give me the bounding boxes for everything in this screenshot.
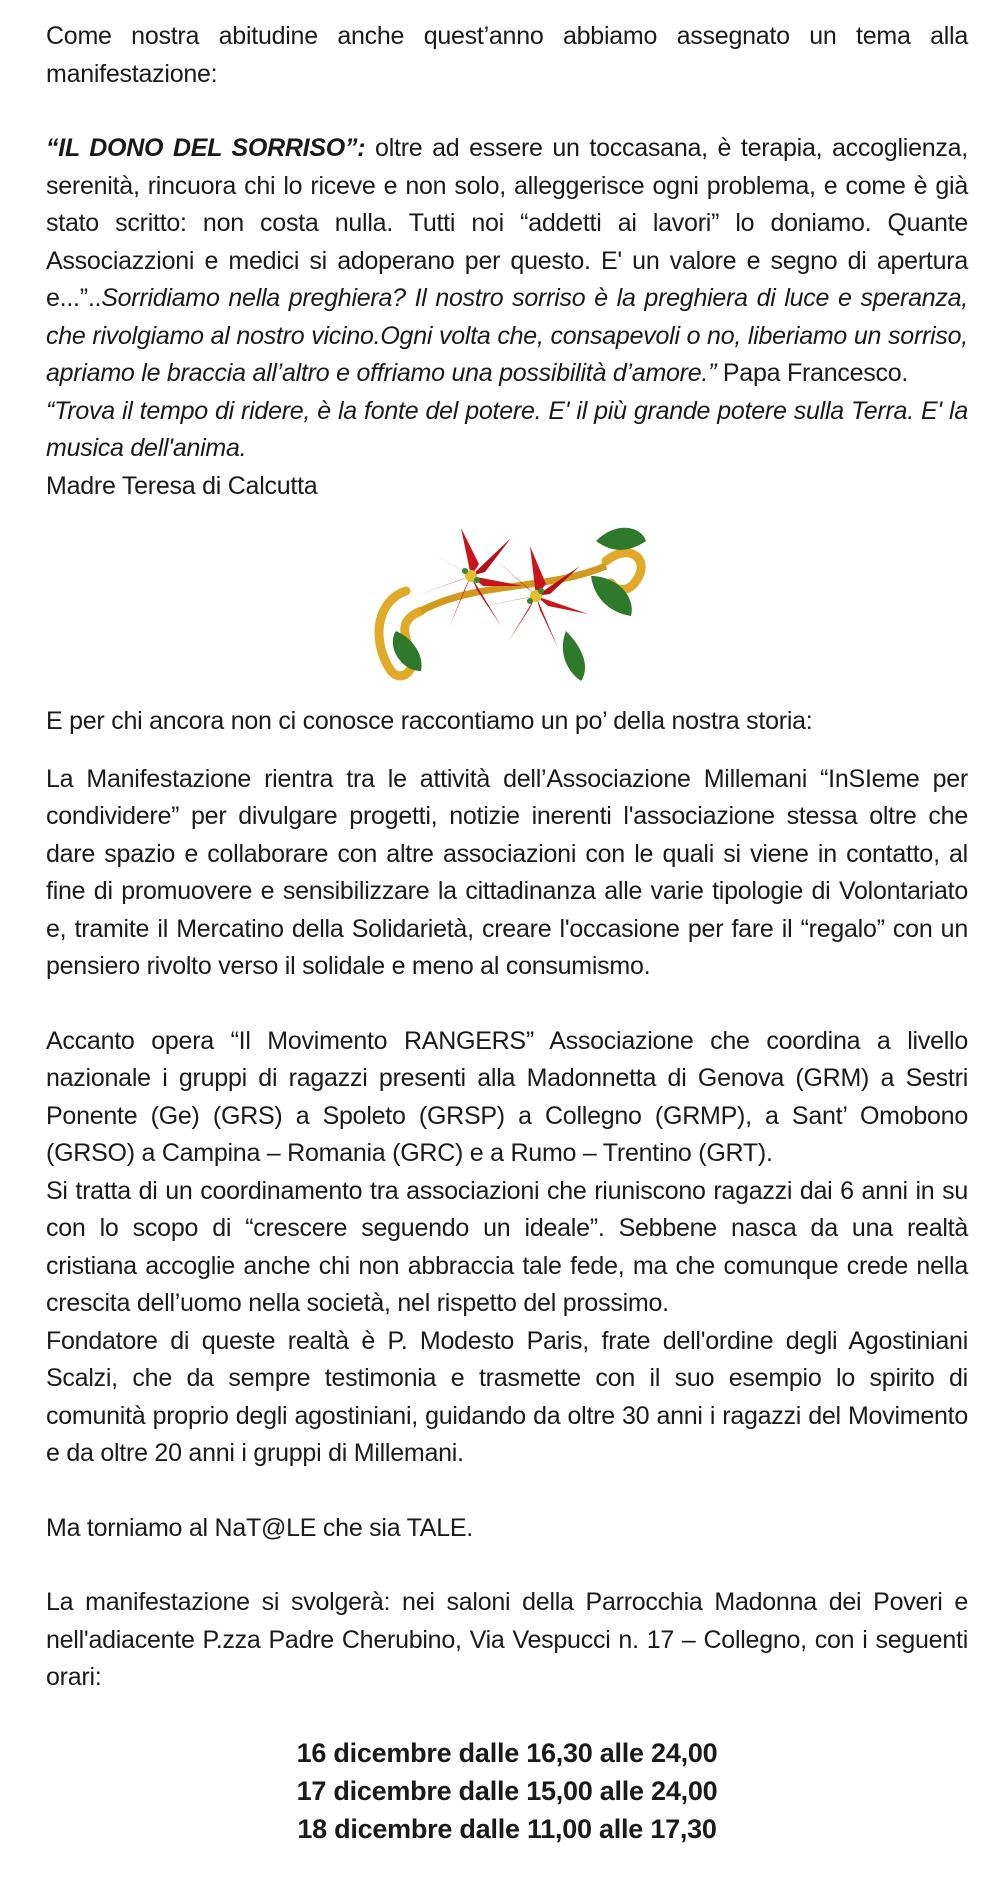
- spacer: [46, 683, 968, 703]
- theme-title: “IL DONO DEL SORRISO”:: [46, 134, 366, 162]
- spacer: [46, 1473, 968, 1510]
- rangers-paragraph-2: Si tratta di un coordinamento tra associazioni che riuniscono ragazzi dai 6 anni in su con lo scopo di “crescere seguendo un ideale”. Sebbene nasca da una realtà cristiana accoglie anche chi non abbraccia tale fede, ma che comunque crede nella crescita dell’uomo nella società, nel rispetto del prossimo.: [46, 1176, 968, 1317]
- spacer: [46, 1547, 968, 1584]
- natale-line: Ma torniamo al NaT@LE che sia TALE.: [46, 1513, 473, 1542]
- schedule-item: 16 dicembre dalle 16,30 alle 24,00: [296, 1737, 718, 1768]
- location-paragraph: La manifestazione si svolgerà: nei saloni della Parrocchia Madonna dei Poveri e nell'adiacente P.zza Padre Cherubino, Via Vespucci n. 17 – Collegno, con i seguenti orari:: [46, 1588, 968, 1691]
- document-page: [46, 18, 968, 1848]
- theme-body: oltre ad essere un toccasana, è terapia, accoglienza, serenità, rincuora chi lo riceve e non solo, alleggerisce ogni problema, e come è già stato scritto: non costa nulla. Tutti noi “addetti ai lavori” lo doniamo. Quante Associazzioni e medici si adoperano per questo. E' un valore e segno di apertura e...”..: [46, 134, 968, 312]
- schedule-item: 17 dicembre dalle 15,00 alle 24,00: [296, 1775, 718, 1806]
- spacer: [46, 1697, 968, 1734]
- author-teresa: Madre Teresa di Calcutta: [46, 471, 318, 500]
- schedule-list: [46, 1734, 968, 1848]
- schedule-item: 18 dicembre dalle 11,00 alle 17,30: [297, 1813, 717, 1844]
- quote-francesco: Sorridiamo nella preghiera? Il nostro sorriso è la preghiera di luce e speranza, che rivolgiamo al nostro vicino.Ogni volta che, consapevoli o no, liberiamo un sorriso, apriamo le braccia all’altro e offriamo una possibilità d’amore.”: [46, 284, 968, 387]
- author-francesco: Papa Francesco.: [716, 359, 909, 387]
- history-paragraph: La Manifestazione rientra tra le attività dell’Associazione Millemani “InSIeme per condividere” per divulgare progetti, notizie inerenti l'associazione stessa oltre che dare spazio e collaborare con altre associazioni con le quali si viene in contatto, al fine di promuovere e sensibilizzare la cittadinanza alle varie tipologie di Volontariato e, tramite il Mercatino della Solidarietà, creare l'occasione per fare il “regalo” con un pensiero rivolto verso il solidale e meno al consumismo.: [46, 764, 968, 980]
- history-intro: E per chi ancora non ci conosce raccontiamo un po’ della nostra storia:: [46, 707, 813, 735]
- spacer: [46, 986, 968, 1023]
- intro-paragraph: Come nostra abitudine anche quest’anno abbiamo assegnato un tema alla manifestazione:: [46, 22, 968, 88]
- rangers-paragraph-1: Accanto opera “Il Movimento RANGERS” Associazione che coordina a livello nazionale i gruppi di ragazzi presenti alla Madonnetta di Genova (GRM) a Sestri Ponente (Ge) (GRS) a Spoleto (GRSP) a Collegno (GRMP), a Sant’ Omobono (GRSO) a Campina – Romania (GRC) e a Rumo – Trentino (GRT).: [46, 1026, 968, 1167]
- spacer: [46, 741, 968, 761]
- rangers-paragraph-3: Fondatore di queste realtà è P. Modesto Paris, frate dell'ordine degli Agostiniani Scalzi, che da sempre testimonia e trasmette con il suo esempio lo spirito di comunità proprio degli agostiniani, guidando da oltre 30 anni i ragazzi del Movimento e da oltre 20 anni i gruppi di Millemani.: [46, 1326, 968, 1467]
- quote-teresa: “Trova il tempo di ridere, è la fonte del potere. E' il più grande potere sulla Terra. E' la musica dell'anima.: [46, 396, 968, 462]
- poinsettia-icon: [366, 521, 656, 683]
- theme-paragraph: [46, 130, 968, 393]
- spacer: [46, 93, 968, 130]
